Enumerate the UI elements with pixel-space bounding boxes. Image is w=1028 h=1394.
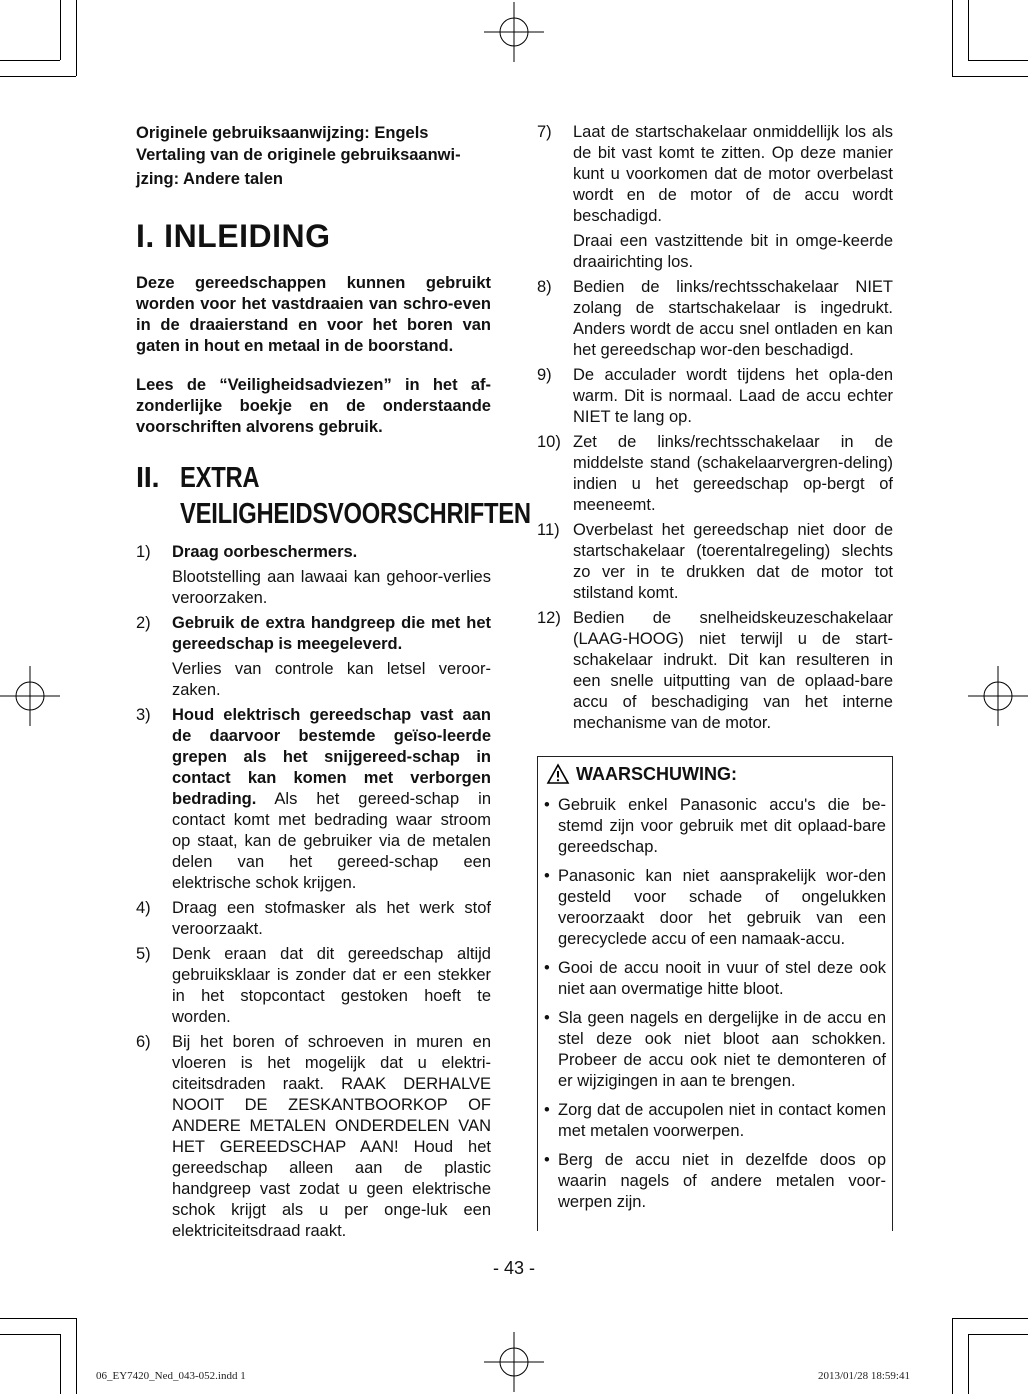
bullet: • (544, 1101, 550, 1119)
item-text-2: Draai een vastzittende bit in omge-keerde draairichting los. (573, 232, 893, 271)
item-text: Draag een stofmasker als het werk stof veroorzaakt. (172, 899, 491, 938)
item-number: 5) (136, 945, 151, 963)
section-heading-line-1: EXTRA (180, 462, 260, 494)
warning-box (537, 756, 893, 1231)
warning-text: Panasonic kan niet aansprakelijk wor-den gesteld voor schade of ongelukken veroorzaakt door het gebruik van een gerecyclede accu of een namaak-accu. (558, 867, 886, 948)
warning-triangle-icon (546, 763, 570, 785)
item-text: Zet de links/rechtsschakelaar in de middelste stand (schakelaarvergren-deling) indien u het gereedschap op-bergt of meeneemt. (573, 433, 893, 514)
item-content (172, 613, 491, 701)
warning-item (544, 1100, 886, 1142)
warning-item (544, 866, 886, 950)
intro-paragraph: Deze gereedschappen kunnen gebruikt worden voor het vastdraaien van schro-even in de draaierstand en voor het boren van gaten in hout en metaal in de boorstand. (136, 274, 491, 355)
crop-mark (0, 1318, 76, 1319)
list-item (537, 432, 893, 516)
warning-title: WAARSCHUWING: (576, 763, 737, 784)
item-text: Als het gereed-schap in contact komt met bedrading waar stroom op staat, kan de gebruiker via de metalen delen van het gereed-schap een elektrische schok krijgen. (172, 790, 491, 892)
item-number: 12) (537, 609, 561, 627)
crop-mark (0, 76, 76, 77)
intro-lines (136, 122, 491, 190)
intro-line-2: Vertaling van de originele gebruiksaanwi- (136, 146, 461, 164)
item-text: De acculader wordt tijdens het opla-den warm. Dit is normaal. Laad de accu echter NIET te lang op. (573, 366, 893, 426)
item-heading: Houd elektrisch gereedschap vast aan de daarvoor bestemde geïso-leerde grepen als het snijgereed-schap in contact kan komen met verborgen bedrading. (172, 706, 491, 808)
registration-mark-icon (0, 666, 60, 726)
section-title-extra (136, 460, 531, 532)
list-item (537, 277, 893, 361)
crop-mark (968, 60, 1028, 61)
warning-text: Gooi de accu nooit in vuur of stel deze ook niet aan overmatige hitte bloot. (558, 959, 886, 998)
crop-mark (968, 1334, 1028, 1335)
crop-mark (0, 1334, 60, 1335)
warning-text: Gebruik enkel Panasonic accu's die be-stemd zijn voor gebruik met dit oplaad-bare gereedschap. (558, 796, 886, 856)
crop-mark (952, 1318, 953, 1394)
item-text: Blootstelling aan lawaai kan gehoor-verlies veroorzaken. (172, 568, 491, 607)
list-item (136, 1032, 491, 1242)
date-slug: 2013/01/28 18:59:41 (818, 1370, 910, 1382)
warning-item (544, 795, 886, 858)
safety-list-left (136, 542, 491, 1242)
warning-text: Berg de accu niet in dezelfde doos op waarin nagels of andere metalen voor-werpen zijn. (558, 1151, 886, 1211)
warning-text: Sla geen nagels en dergelijke in de accu en stel deze ook niet bloot aan schokken. Probeer de accu ook niet te demonteren of er wijzigingen in aan te brengen. (558, 1009, 886, 1090)
item-number: 3) (136, 706, 151, 724)
crop-mark (60, 1334, 61, 1394)
item-number: 4) (136, 899, 151, 917)
bullet: • (544, 1009, 550, 1027)
item-content (573, 122, 893, 273)
list-item (136, 613, 491, 701)
section-number: II. (136, 462, 160, 494)
list-item (136, 542, 491, 609)
warning-list (538, 795, 892, 1213)
list-item (537, 122, 893, 273)
crop-mark (76, 0, 77, 76)
item-heading: Gebruik de extra handgreep die met het gereedschap is meegeleverd. (172, 614, 491, 653)
item-number: 11) (537, 521, 560, 539)
item-number: 6) (136, 1033, 151, 1051)
warning-text: Zorg dat de accupolen niet in contact komen met metalen voorwerpen. (558, 1101, 886, 1140)
list-item (537, 520, 893, 604)
list-item (537, 365, 893, 428)
page-number: - 43 - (492, 1258, 535, 1278)
list-item (136, 898, 491, 940)
crop-mark (60, 0, 61, 60)
item-number: 10) (537, 433, 561, 451)
crop-mark (952, 0, 953, 76)
intro-line-3: jzing: Andere talen (136, 170, 283, 188)
item-number: 7) (537, 123, 552, 141)
bullet: • (544, 867, 550, 885)
crop-mark (952, 76, 1028, 77)
item-content (172, 542, 491, 609)
item-text: Laat de startschakelaar onmiddellijk los als de bit vast komt te zitten. Op deze manier kunt u voorkomen dat de motor overbelast wordt en de motor of de accu wordt beschadigd. (573, 123, 893, 225)
registration-mark-icon (484, 1332, 544, 1392)
item-text: Overbelast het gereedschap niet door de startschakelaar (toerentalregeling) slechts zo ver in te drukken dat de motor tot stilstand komt. (573, 521, 893, 602)
warning-header (538, 757, 892, 795)
item-text: Bedien de links/rechtsschakelaar NIET zolang de startschakelaar is ingedrukt. Anders wordt de accu snel ontladen en kan het gereedschap wor-den beschadigd. (573, 278, 893, 359)
item-number: 8) (537, 278, 552, 296)
bullet: • (544, 959, 550, 977)
read-advice-paragraph: Lees de “Veiligheidsadviezen” in het af-zonderlijke boekje en de onderstaande voorschriften alvorens gebruik. (136, 376, 491, 436)
intro-line-1: Originele gebruiksaanwijzing: Engels (136, 124, 429, 142)
list-item (136, 705, 491, 894)
right-column (537, 122, 893, 1231)
item-text: Bij het boren of schroeven in muren en vloeren is het mogelijk dat u elektri-citeitsdraden raakt. RAAK DERHALVE NOOIT DE ZESKANTBOORKOP OF ANDERE METALEN ONDERDELEN VAN HET GEREEDSCHAP AAN! Houd het gereedschap alleen aan de plastic handgreep vast zodat u geen elektrische schok krijgt als u per onge-luk een elektriciteitsdraad raakt. (172, 1033, 491, 1240)
registration-mark-icon (968, 666, 1028, 726)
warning-item (544, 1150, 886, 1213)
file-slug: 06_EY7420_Ned_043-052.indd 1 (96, 1370, 246, 1382)
list-item (136, 944, 491, 1028)
bullet: • (544, 796, 550, 814)
section-heading (180, 460, 531, 532)
section-title-inleiding: I. INLEIDING (136, 218, 331, 254)
left-column (136, 122, 531, 1246)
crop-mark (968, 0, 969, 60)
warning-item (544, 1008, 886, 1092)
item-text: Denk eraan dat dit gereedschap altijd gebruiksklaar is zonder dat er een stekker in het stopcontact gestoken hoeft te worden. (172, 945, 491, 1026)
safety-list-right (537, 122, 893, 734)
registration-mark-icon (484, 2, 544, 62)
item-text: Bedien de snelheidskeuzeschakelaar (LAAG-HOOG) niet terwijl u de start-schakelaar indrukt. Dit kan resulteren in een snelle uitputting van de oplaad-bare accu of beschadiging van het interne mechanisme van de motor. (573, 609, 893, 732)
item-number: 2) (136, 614, 151, 632)
item-number: 1) (136, 543, 151, 561)
crop-mark (0, 60, 60, 61)
crop-mark (952, 1318, 1028, 1319)
item-text: Verlies van controle kan letsel veroor-zaken. (172, 660, 491, 699)
bullet: • (544, 1151, 550, 1169)
warning-item (544, 958, 886, 1000)
item-number: 9) (537, 366, 552, 384)
section-heading-line-2: VEILIGHEIDSVOORSCHRIFTEN (180, 498, 531, 530)
item-content (172, 705, 491, 894)
item-heading: Draag oorbeschermers. (172, 543, 358, 561)
crop-mark (968, 1334, 969, 1394)
crop-mark (76, 1318, 77, 1394)
list-item (537, 608, 893, 734)
